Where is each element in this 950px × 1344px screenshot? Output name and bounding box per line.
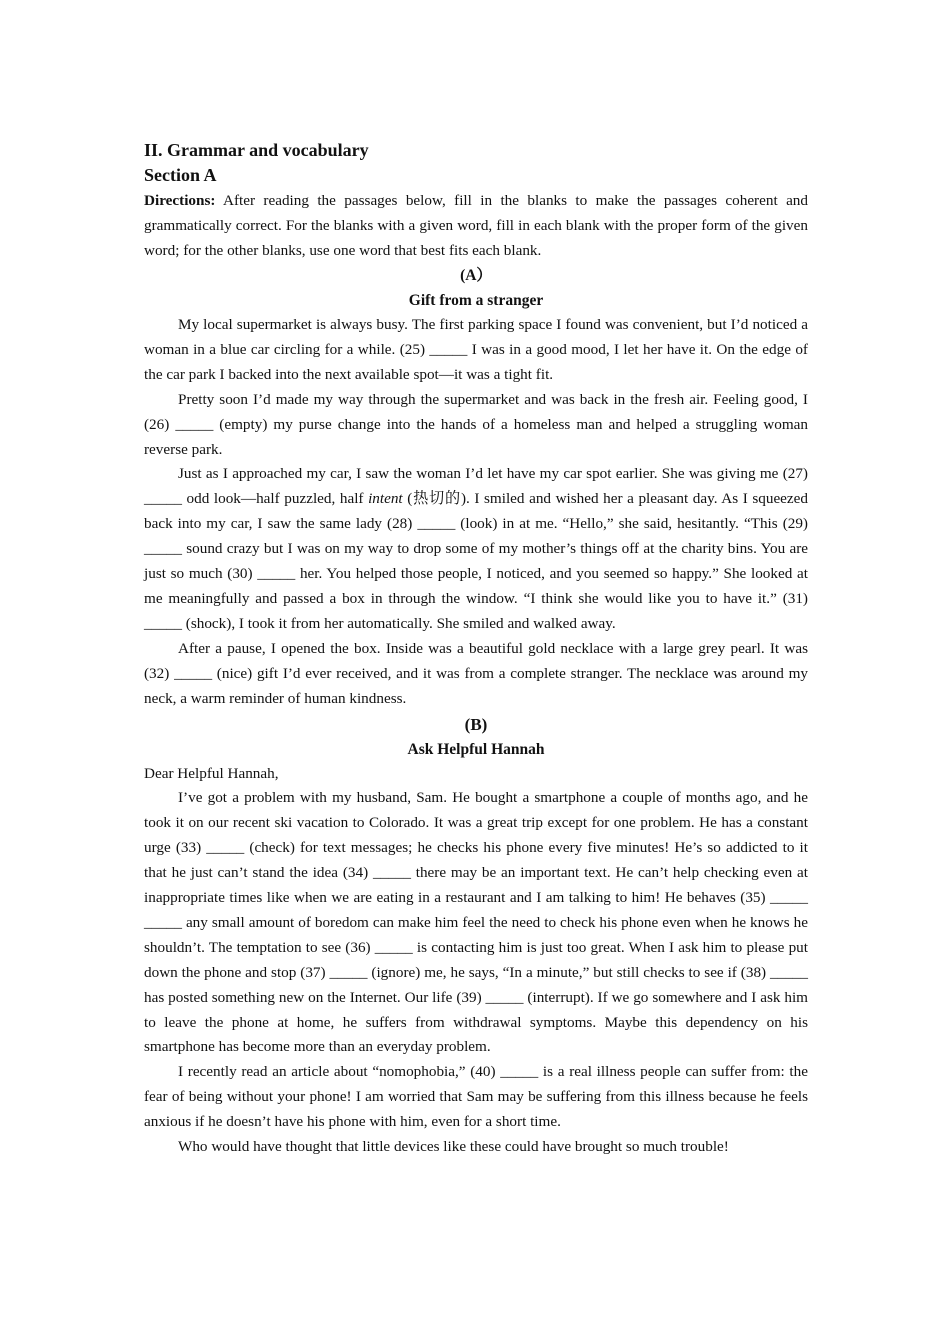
directions bbox=[144, 188, 808, 263]
passage-a-p3-italic: intent bbox=[368, 490, 403, 508]
document-page bbox=[144, 138, 808, 1160]
passage-a-label: (A） bbox=[460, 267, 492, 284]
passage-a-p3-before: Just as I approached my car, I saw the woman I’d let have my car spot earlier. She was giving me (27) _____ odd look—half puzzled, half bbox=[144, 465, 808, 508]
passage-a-paragraph-4: After a pause, I opened the box. Inside was a beautiful gold necklace with a large grey pearl. It was (32) _____ (nice) gift I’d ever received, and it was from a complete stranger. The necklace was around my neck, a warm reminder of human kindness. bbox=[144, 639, 808, 707]
passage-b-paragraph-1: I’ve got a problem with my husband, Sam. He bought a smartphone a couple of months ago, and he took it on our recent ski vacation to Colorado. It was a great trip except for one problem. He has a constant urge (33) _____ (check) for text messages; he checks his phone every five minutes! He’s so addicted to it that he just can’t stand the idea (34) _____ there may be an important text. He can’t help checking even at inappropriate times like when we are eating in a restaurant and I am talking to him! He behaves (35) _____ _____ any small amount of boredom can make him feel the need to check his phone even when he knows he shouldn’t. The temptation to see (36) _____ is contacting him is just too great. When I ask him to please put down the phone and stop (37) _____ (ignore) me, he says, “In a minute,” but still checks to see if (38) _____ has posted something new on the Internet. Our life (39) _____ (interrupt). If we go somewhere and I ask him to leave the phone at home, he suffers from withdrawal symptoms. Maybe this dependency on his smartphone has become more than an everyday problem. bbox=[144, 789, 808, 1056]
passage-b-paragraph-3: Who would have thought that little devices like these could have brought so much trouble! bbox=[178, 1138, 729, 1156]
passage-a-paragraph-2: Pretty soon I’d made my way through the supermarket and was back in the fresh air. Feeling good, I (26) _____ (empty) my purse change into the hands of a homeless man and helped a struggling woman reverse park. bbox=[144, 390, 808, 458]
directions-text: After reading the passages below, fill in the blanks to make the passages coherent and grammatically correct. For the blanks with a given word, fill in each blank with the proper form of the given word; for the other blanks, use one word that best fits each blank. bbox=[144, 192, 808, 259]
passage-b-paragraph-2: I recently read an article about “nomophobia,” (40) _____ is a real illness people can suffer from: the fear of being without your phone! I am worried that Sam may be suffering from this illness because he feels anxious if he doesn’t have his phone with him, even for a short time. bbox=[144, 1063, 808, 1131]
passage-b-greeting: Dear Helpful Hannah, bbox=[144, 764, 279, 782]
passage-a-title: Gift from a stranger bbox=[408, 292, 544, 309]
section-subtitle: Section A bbox=[144, 165, 217, 185]
passage-a-p3-after: (热切的). I smiled and wished her a pleasant day. As I squeezed back into my car, I saw the same lady (28) _____ (look) in at me. “Hello,” she said, hesitantly. “This (29) _____ sound crazy but I was on my way to drop some of my mother’s things off at the charity bins. You are just so much (30) _____ her. You helped those people, I noticed, and you seemed so happy.” She looked at me meaningfully and passed a box in through the window. “I think she would like you to have it.” (31) _____ (shock), I took it from her automatically. She smiled and walked away. bbox=[144, 490, 809, 632]
passage-b-label: (B) bbox=[464, 714, 488, 734]
directions-label: Directions: bbox=[144, 192, 216, 209]
section-title: II. Grammar and vocabulary bbox=[144, 140, 369, 160]
passage-a-paragraph-3 bbox=[144, 462, 808, 636]
passage-a-paragraph-1: My local supermarket is always busy. The first parking space I found was convenient, but I’d noticed a woman in a blue car circling for a while. (25) _____ I was in a good mood, I let her have it. On the edge of the car park I backed into the next available spot—it was a tight fit. bbox=[144, 316, 808, 383]
passage-b-title: Ask Helpful Hannah bbox=[407, 740, 545, 758]
